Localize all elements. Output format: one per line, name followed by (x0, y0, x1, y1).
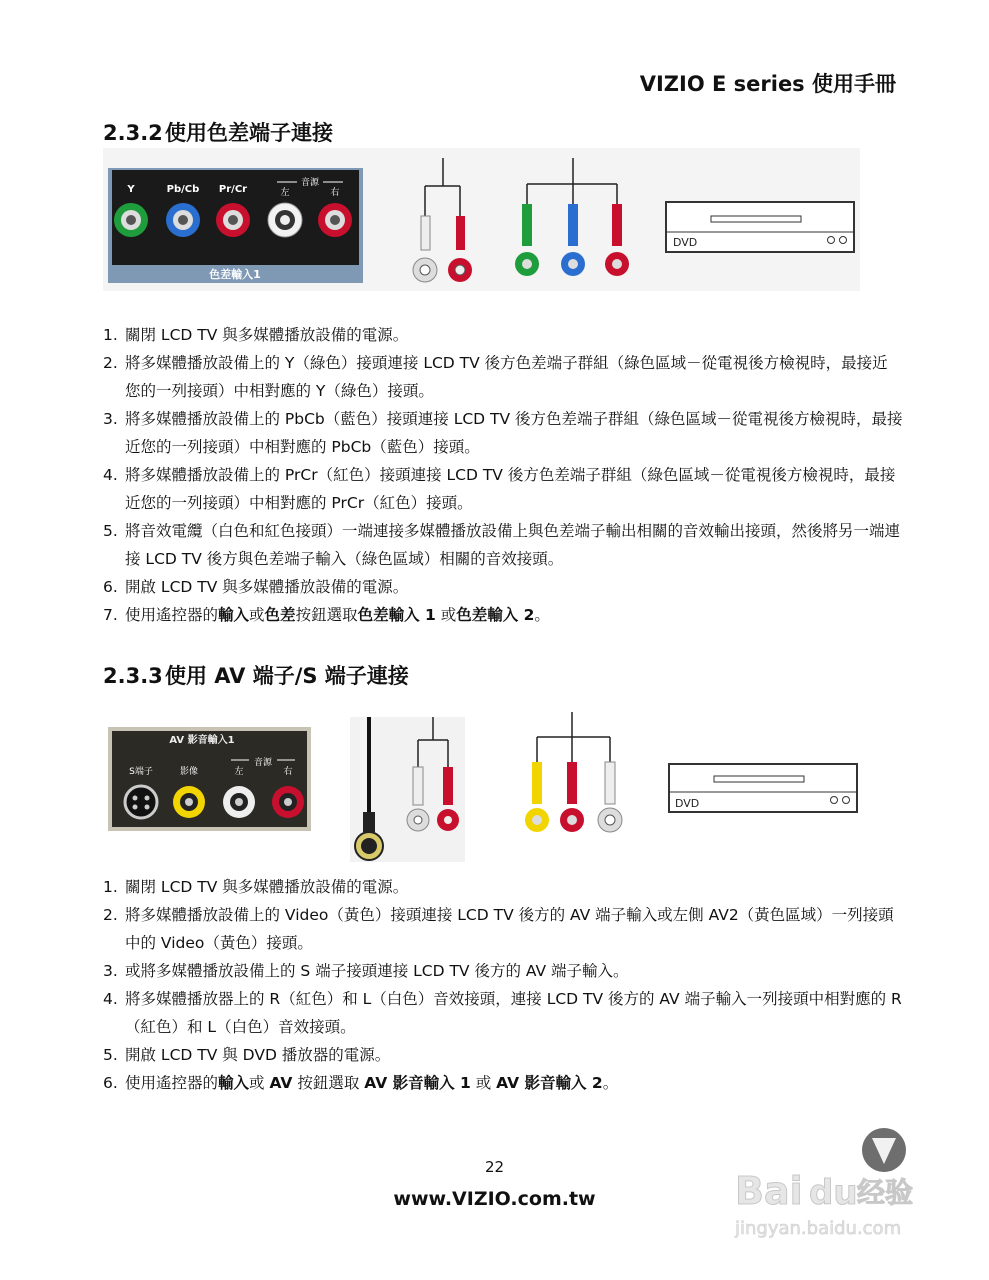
dvd-label: DVD (673, 236, 698, 249)
av-label-video: 影像 (179, 767, 199, 777)
list-item: 3. 將多媒體播放設備上的 PbCb（藍色）接頭連接 LCD TV 後方色差端子群組（綠色區域－從電視後方檢視時，最接近您的一列接頭）中相對應的 PbCb（藍色）接頭。 (103, 410, 903, 456)
jack-pr-red (216, 203, 250, 237)
list-item: 4. 將多媒體播放器上的 R（紅色）和 L（白色）音效接頭，連接 LCD TV 後方的 AV 端子輸入一列接頭中相對應的 R（紅色）和 L（白色）音效接頭。 (103, 990, 902, 1036)
jack-audio-right-red (318, 203, 352, 237)
jack-pb-blue (166, 203, 200, 237)
composite-cable-illustration (525, 712, 622, 832)
av-label-right: 右 (283, 767, 293, 777)
page-number: 22 (484, 1158, 505, 1176)
panel-label-y: Y (127, 184, 135, 195)
watermark-brand2: du (809, 1173, 858, 1213)
watermark-brand: Bai (735, 1169, 803, 1213)
panel-label-left: 左 (280, 188, 290, 198)
footer-url: www.VIZIO.com.tw (393, 1188, 596, 1210)
av-audio-label: 音源 (253, 758, 273, 768)
av-connection-diagram (107, 712, 867, 867)
section-title-component (103, 117, 333, 147)
list-item: 2. 將多媒體播放設備上的 Y（綠色）接頭連接 LCD TV 後方色差端子群組（綠色區域－從電視後方檢視時，最接近您的一列接頭）中相對應的 Y（綠色）接頭。 (103, 354, 888, 400)
list-item: 1. 關閉 LCD TV 與多媒體播放設備的電源。 (103, 326, 409, 344)
page-header-title: VIZIO E series 使用手冊 (639, 72, 896, 96)
jack-y-green (114, 203, 148, 237)
section2-steps-list (103, 873, 903, 1097)
list-item: 2. 將多媒體播放設備上的 Video（黃色）接頭連接 LCD TV 後方的 AV 端子輸入或左側 AV2（黃色區域）一列接頭中的 Video（黃色）接頭。 (103, 906, 894, 952)
av-label-left: 左 (234, 767, 244, 777)
section-title-av (103, 660, 409, 690)
section1-steps-list (103, 321, 903, 629)
list-item: 7. 使用遙控器的輸入或色差按鈕選取色差輸入 1 或色差輸入 2。 (103, 606, 550, 624)
component-connection-diagram (103, 148, 860, 291)
jack-svideo (125, 786, 157, 818)
component-input-panel (108, 168, 363, 283)
dvd-player-illustration (669, 764, 857, 812)
list-item: 1. 關閉 LCD TV 與多媒體播放設備的電源。 (103, 878, 409, 896)
av-input-panel (108, 727, 311, 831)
list-item: 6. 開啟 LCD TV 與多媒體播放設備的電源。 (103, 578, 409, 596)
jack-audio-right-red (272, 786, 304, 818)
panel-caption: 色差輸入1 (209, 268, 261, 281)
section-number: 2.3.3 (103, 664, 163, 688)
av-label-svideo: S端子 (129, 767, 153, 777)
watermark-url: jingyan.baidu.com (735, 1218, 902, 1239)
panel-label-right: 右 (330, 188, 340, 198)
watermark-cn: 经验 (857, 1176, 914, 1209)
list-item: 3. 或將多媒體播放設備上的 S 端子接頭連接 LCD TV 後方的 AV 端子輸入。 (103, 962, 629, 980)
jack-video-yellow (173, 786, 205, 818)
section-number: 2.3.2 (103, 121, 163, 145)
baidu-watermark (729, 1126, 929, 1246)
jack-audio-left-white (268, 203, 302, 237)
dvd-label: DVD (675, 797, 700, 810)
list-item: 4. 將多媒體播放設備上的 PrCr（紅色）接頭連接 LCD TV 後方色差端子群組（綠色區域－從電視後方檢視時，最接近您的一列接頭）中相對應的 PrCr（紅色）接頭。 (103, 466, 896, 512)
av-panel-top-label: AV 影音輸入1 (169, 735, 235, 746)
section-heading: 使用 AV 端子/S 端子連接 (165, 664, 409, 688)
list-item: 5. 將音效電纜（白色和紅色接頭）一端連接多媒體播放設備上與色差端子輸出相關的音效輸出接頭，然後將另一端連接 LCD TV 後方與色差端子輸入（綠色區域）相關的音效接頭。 (103, 522, 901, 568)
list-item: 5. 開啟 LCD TV 與 DVD 播放器的電源。 (103, 1046, 391, 1064)
jack-audio-left-white (223, 786, 255, 818)
list-item: 6. 使用遙控器的輸入或 AV 按鈕選取 AV 影音輸入 1 或 AV 影音輸入 2。 (103, 1074, 619, 1092)
section-heading: 使用色差端子連接 (165, 121, 333, 145)
panel-label-pb: Pb/Cb (166, 184, 200, 195)
panel-audio-label: 音源 (300, 178, 320, 188)
panel-label-pr: Pr/Cr (218, 184, 248, 195)
dvd-player-illustration (666, 202, 854, 252)
